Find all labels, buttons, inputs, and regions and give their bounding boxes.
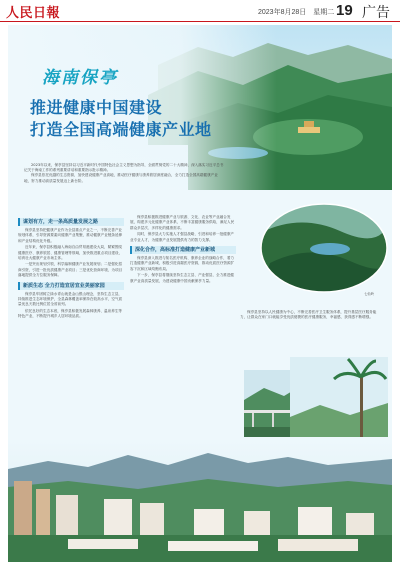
body-paragraph: 一是突出规划引领，科学编制健康产业发展规划；二是强化招商引资，引进一批优质健康产业项目；三是优化营商环境，为项目落地提供全方位服务保障。 [18,262,123,278]
body-paragraph: 近年来，保亭县积极融入海南自由贸易港建设大局，紧紧围绕健康医疗、康养旅居、健康管理等领域，加快推进重点项目建设，培育壮大健康产业市场主体。 [18,245,123,261]
page-number: 19 [336,2,353,19]
body-paragraph: 下一步，保亭县将继续坚持生态立县、产业强县，全力推进健康产业高质量发展，为建设健康中国贡献保亭力量。 [130,273,235,283]
headline-line-2: 打造全国高端健康产业地 [30,120,212,139]
advertisement-panel [8,25,392,562]
intro-text [24,163,224,184]
section-subhead: 新质生态 全力打造宜居宜业美丽家园 [18,282,124,290]
section-label: 广告 [362,5,390,21]
headline-line-1: 推进健康中国建设 [30,98,163,117]
body-paragraph: 依托良好的生态本底，保亭县积极发展森林康养、温泉养生等特色产业，不断提升城乡人居环境品质。 [18,308,123,319]
section-subhead: 深化合作，高标准打造健康产业新城 [130,246,236,254]
body-paragraph: 保亭县坚持把健康产业作为全县重点产业之一，不断完善产业规划体系，引导资源要素向健康产业集聚，推动健康产业链条延伸和产业结构优化升级。 [18,228,123,243]
body-paragraph: 保亭县深入推进与知名医疗机构、康养企业的战略合作，着力打造健康产业新城，积极引进高端医疗资源，推动优质医疗资源扩容下沉和区域均衡布局。 [130,256,235,271]
left-text-column [18,215,124,459]
photo-caption: 七仙岭 [364,292,375,296]
middle-text-column [130,215,236,459]
intro-paragraph: 保亭县依托优越的生态资源，加快建设健康产业高地，推动医疗健康与康养旅居深度融合，全力打造全国高端健康产业地，努力推动高质量发展迈上新台阶。 [24,173,218,183]
body-paragraph: 保亭县积极推进健康产业与旅游、文化、农业等产业融合发展，构建多元化健康产业体系，不断丰富健康服务供给，满足人民群众多层次、多样化的健康需求。 [130,215,235,230]
aerial-forest-photo [260,203,388,293]
city-photo [8,437,392,562]
body-paragraph: 保亭县坚持以人民健康为中心，不断完善医疗卫生服务体系，提升基层医疗服务能力，让群众在家门口就能享受优质便捷的医疗健康服务，幸福感、获得感不断增强。 [240,310,377,320]
dateline: 2023年8月28日 星期二 [258,9,335,16]
city-skyline-image [8,437,392,562]
masthead [0,0,400,22]
intro-paragraph: 2023年以来，保亭县坚持以习近平新时代中国特色社会主义思想为指导，全面贯彻党的二十大精神，深入落实习近平总书记关于海南工作的系列重要讲话和重要指示批示精神。 [24,163,224,173]
right-text-column [240,310,382,362]
body-paragraph: 同时，保亭县大力实施人才强县战略，引进和培养一批健康产业专业人才，为健康产业发展提供有力的智力支撑。 [130,232,235,242]
section-subhead: 谋划有方，走一条高质量发展之路 [18,218,124,226]
brand-title: 海南保亭 [42,68,118,88]
body-paragraph: 保亭县牢固树立绿水青山就是金山银山理念，坚持生态立县，持续推进生态环境保护，全县森林覆盖率保持在较高水平，空气质量优良天数比例位居全省前列。 [18,291,123,307]
newspaper-logo: 人民日報 [6,6,61,21]
